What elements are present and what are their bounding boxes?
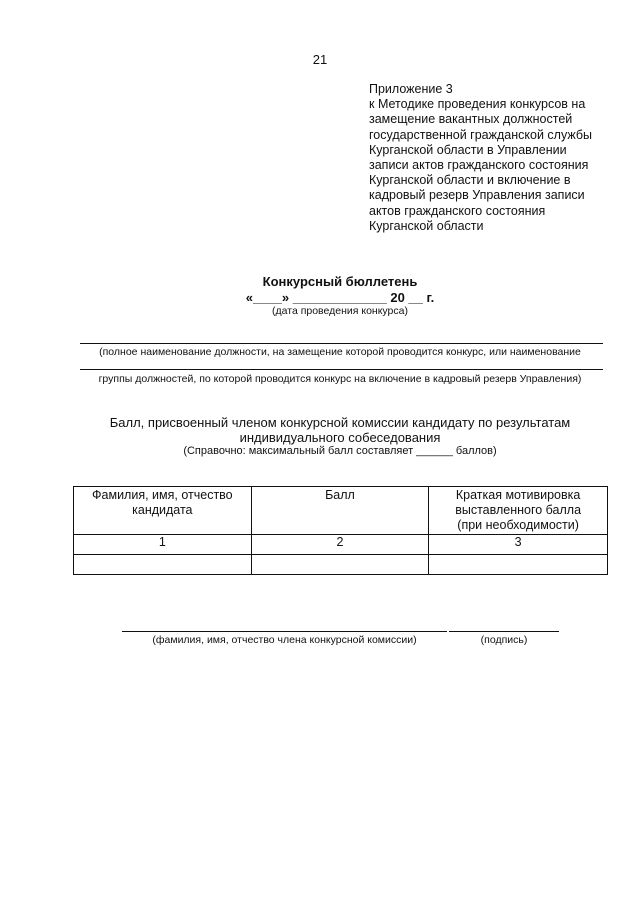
column-number: 3: [429, 535, 608, 555]
signature-sign-line: [449, 631, 559, 632]
header-candidate: [74, 487, 252, 535]
score-heading: [60, 415, 620, 445]
position-caption-1: (полное наименование должности, на замещение которой проводится конкурс, или наименование: [99, 346, 581, 358]
position-caption-2: группы должностей, по которой проводится конкурс на включение в кадровый резерв Управления): [98, 373, 582, 385]
score-table: [73, 486, 608, 575]
header-text: Балл: [325, 488, 355, 502]
appendix-line: Курганской области: [369, 218, 484, 233]
column-number: 1: [74, 535, 252, 555]
header-text: выставленного балла: [455, 503, 582, 517]
appendix-line: Приложение 3: [369, 82, 453, 96]
table-number-row: [74, 535, 608, 555]
appendix-line: Курганской области и включение в: [369, 173, 571, 188]
header-text: Краткая мотивировка: [455, 488, 581, 502]
appendix-line: к Методике проведения конкурсов на: [369, 97, 586, 112]
table-cell-score[interactable]: [251, 555, 429, 575]
ballot-date-line: «____» _____________ 20 __ г.: [245, 290, 435, 305]
score-note: (Справочно: максимальный балл составляет ______ баллов): [183, 445, 497, 457]
appendix-block: [369, 82, 629, 234]
table-row: [74, 555, 608, 575]
appendix-line: Курганской области в Управлении: [369, 142, 567, 157]
column-number: 2: [251, 535, 429, 555]
position-line-2: [80, 369, 603, 370]
header-score: [251, 487, 429, 535]
page-number: 21: [312, 52, 328, 67]
appendix-line: кадровый резерв Управления записи: [369, 188, 585, 203]
header-text: Фамилия, имя, отчество: [92, 488, 233, 502]
signature-name-caption: (фамилия, имя, отчество члена конкурсной комиссии): [152, 634, 417, 646]
header-text: (при необходимости): [457, 518, 579, 532]
header-text: кандидата: [132, 503, 193, 517]
appendix-line: государственной гражданской службы: [369, 127, 592, 142]
score-heading-line: индивидуального собеседования: [239, 430, 441, 445]
header-motivation: [429, 487, 608, 535]
appendix-line: записи актов гражданского состояния: [369, 158, 589, 173]
table-cell-candidate[interactable]: [74, 555, 252, 575]
signature-sign-caption: (подпись): [480, 634, 528, 646]
appendix-line: актов гражданского состояния: [369, 203, 546, 218]
ballot-date-caption: (дата проведения конкурса): [272, 305, 408, 317]
table-cell-motivation[interactable]: [429, 555, 608, 575]
signature-name-line: [122, 631, 447, 632]
ballot-title: Конкурсный бюллетень: [262, 274, 418, 289]
position-line-1: [80, 343, 603, 344]
appendix-line: замещение вакантных должностей: [369, 112, 573, 127]
score-heading-line: Балл, присвоенный членом конкурсной комиссии кандидату по результатам: [109, 415, 571, 430]
table-header-row: [74, 487, 608, 535]
